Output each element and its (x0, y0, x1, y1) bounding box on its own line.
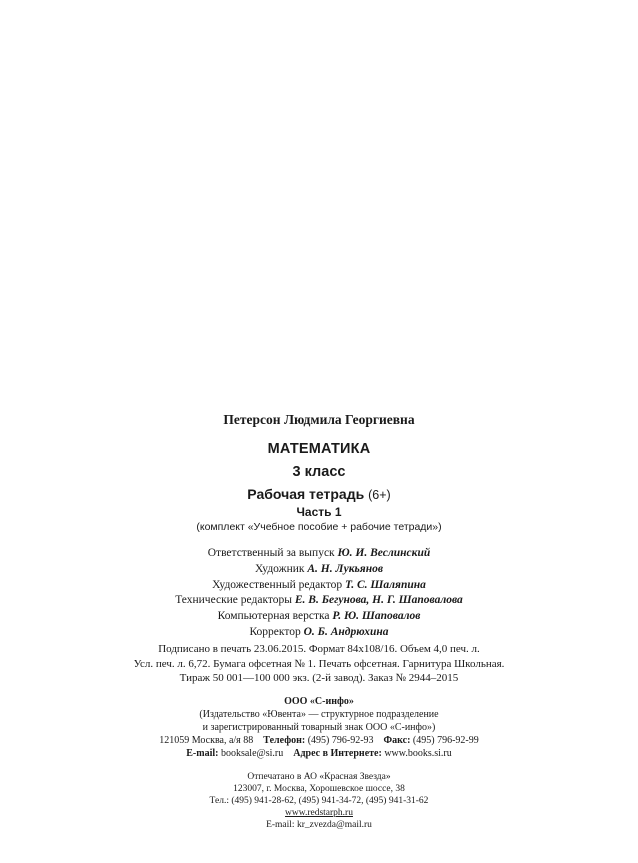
publisher-email[interactable]: booksale@si.ru (220, 748, 284, 759)
author-name: Петерсон Людмила Георгиевна (223, 412, 415, 427)
credit-person: Ю. И. Веслинский (337, 547, 431, 559)
credit-person: Т. С. Шаляпина (344, 578, 426, 591)
credit-role: Технические редакторы (175, 594, 292, 607)
print-line: Тираж 50 001—100 000 экз. (2-й завод). Заказ № 2944–2015 (179, 672, 459, 684)
publisher-web[interactable]: www.books.si.ru (384, 748, 452, 759)
credit-person: О. Б. Андрюхина (303, 625, 389, 638)
print-line: Усл. печ. л. 6,72. Бумага офсетная № 1. Печать офсетная. Гарнитура Школьная. (133, 657, 505, 670)
printer-phones: Тел.: (495) 941-28-62, (495) 941-34-72, (495) 941-31-62 (209, 796, 429, 806)
credit-line (0, 625, 638, 641)
publisher-desc: (Издательство «Ювента» — структурное подразделение (199, 709, 439, 720)
publisher-contacts (0, 734, 638, 747)
credit-role: Ответственный за выпуск (207, 547, 335, 559)
credits-list (0, 546, 638, 641)
grade-label: 3 класс (292, 464, 346, 480)
printer-website[interactable]: www.redstarph.ru (285, 808, 353, 818)
book-title: МАТЕМАТИКА (267, 441, 371, 457)
fax-label: Факс: (383, 735, 411, 746)
workbook-type: Рабочая тетрадь (247, 486, 365, 502)
publisher-info (0, 695, 638, 760)
kit-note: (комплект «Учебное пособие + рабочие тетради») (196, 521, 442, 533)
printer-info (0, 771, 638, 831)
credit-role: Художник (255, 562, 305, 575)
credit-person: А. Н. Лукьянов (307, 562, 383, 575)
credit-line (0, 609, 638, 625)
publisher-desc: и зарегистрированный товарный знак ООО «С-инфо») (202, 722, 436, 733)
credit-line (0, 562, 638, 578)
workbook-label (0, 486, 638, 502)
credit-role: Корректор (249, 625, 301, 638)
part-label: Часть 1 (296, 505, 342, 519)
printer-name: Отпечатано в АО «Красная Звезда» (247, 772, 391, 782)
print-line: Подписано в печать 23.06.2015. Формат 84x108/16. Объем 4,0 печ. л. (158, 643, 480, 655)
publisher-online (0, 747, 638, 760)
credit-role: Компьютерная верстка (217, 610, 330, 623)
publisher-name: ООО «С-инфо» (284, 696, 354, 707)
printer-address: 123007, г. Москва, Хорошевское шоссе, 38 (233, 784, 405, 794)
publisher-fax: (495) 796-92-99 (412, 735, 479, 746)
print-info (0, 642, 638, 686)
credit-role: Художественный редактор (212, 578, 343, 591)
publisher-phone: (495) 796-92-93 (307, 735, 374, 746)
publisher-address: 121059 Москва, а/я 88 (159, 735, 254, 746)
age-rating: (6+) (368, 488, 391, 502)
printer-email: E-mail: kr_zvezda@mail.ru (266, 820, 372, 830)
credit-person: Р. Ю. Шаповалов (332, 610, 421, 623)
email-label: E-mail: (186, 748, 219, 759)
credit-person: Е. В. Бегунова, Н. Г. Шаповалова (294, 594, 463, 607)
web-label: Адрес в Интернете: (293, 748, 382, 759)
credit-line (0, 593, 638, 609)
credit-line (0, 546, 638, 562)
phone-label: Телефон: (263, 735, 306, 746)
credit-line (0, 578, 638, 594)
